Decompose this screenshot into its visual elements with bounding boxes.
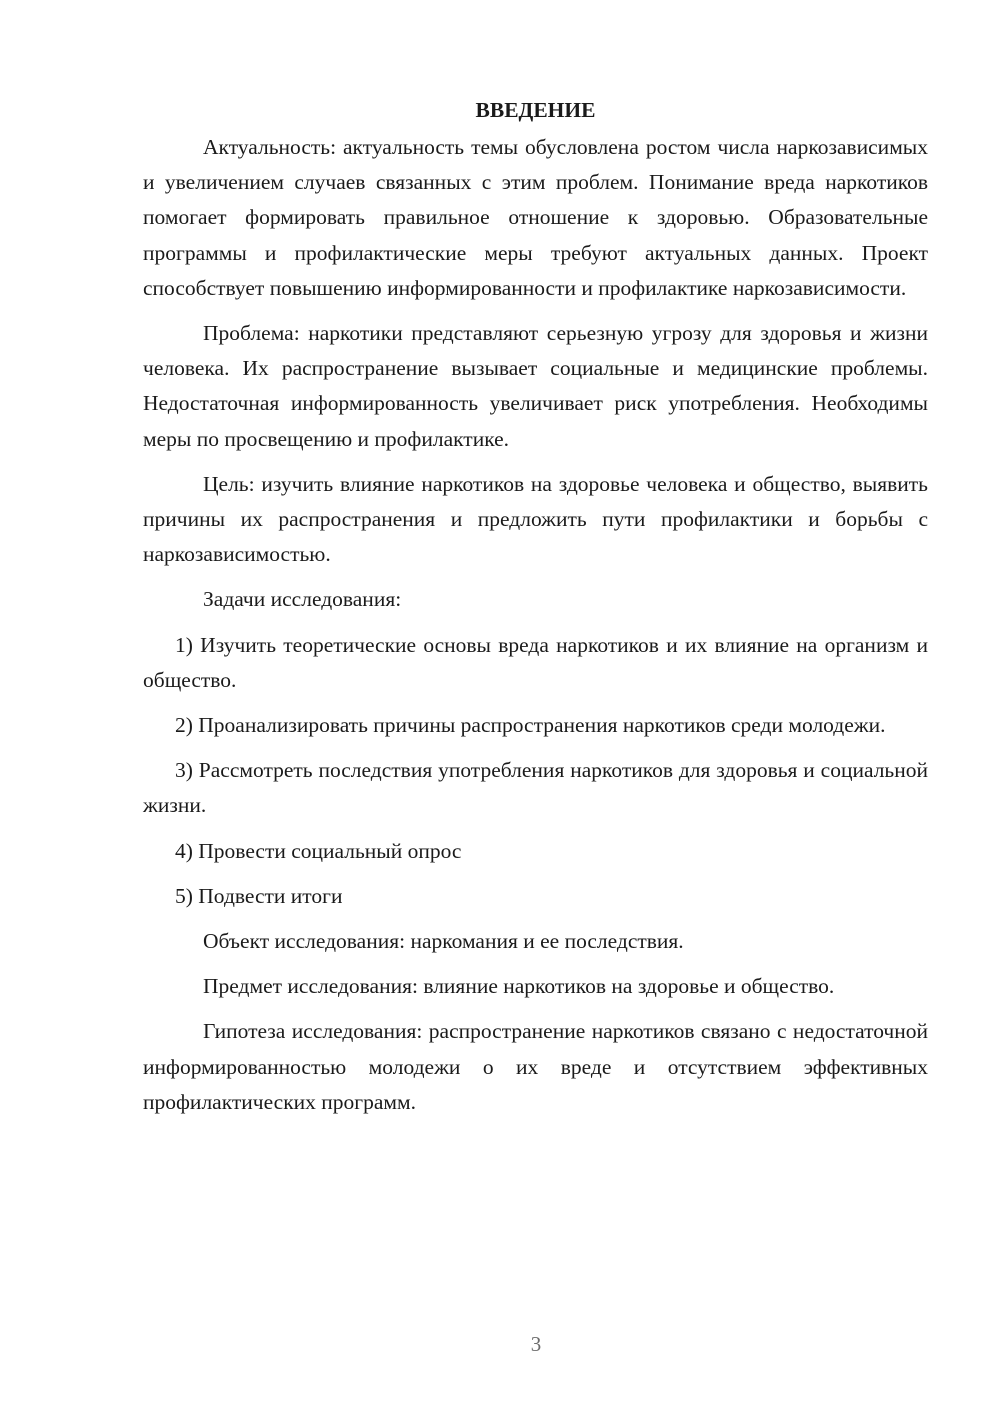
task-item-3: 3) Рассмотреть последствия употребления наркотиков для здоровья и социальной жизни. <box>143 758 928 818</box>
task-item-2: 2) Проанализировать причины распространения наркотиков среди молодежи. <box>175 713 886 738</box>
task-item-1: 1) Изучить теоретические основы вреда наркотиков и их влияние на организм и общество. <box>143 632 928 692</box>
task-item-5: 5) Подвести итоги <box>175 883 343 908</box>
task-item-4: 4) Провести социальный опрос <box>175 838 462 863</box>
section-title: ВВЕДЕНИЕ <box>475 98 596 122</box>
subject-paragraph: Предмет исследования: влияние наркотиков на здоровье и общество. <box>203 974 835 999</box>
object-paragraph: Объект исследования: наркомания и ее последствия. <box>203 929 684 954</box>
goal-paragraph: Цель: изучить влияние наркотиков на здоровье человека и общество, выявить причины их распространения и предложить пути профилактики и борьбы с наркозависимостью. <box>143 471 928 567</box>
page-number: 3 <box>530 1332 542 1356</box>
relevance-paragraph: Актуальность: актуальность темы обусловлена ростом числа наркозависимых и увеличением случаев связанных с этим проблем. Понимание вреда наркотиков помогает формировать правильное отношение к здоровью. Образовательные программы и профилактические меры требуют актуальных данных. Проект способствует повышению информированности и профилактике наркозависимости. <box>143 135 928 300</box>
tasks-heading: Задачи исследования: <box>203 587 402 612</box>
problem-paragraph: Проблема: наркотики представляют серьезную угрозу для здоровья и жизни человека. Их распространение вызывает социальные и медицинские проблемы. Недостаточная информированность увеличивает риск употребления. Необходимы меры по просвещению и профилактике. <box>143 321 928 451</box>
hypothesis-paragraph: Гипотеза исследования: распространение наркотиков связано с недостаточной информированностью молодежи о их вреде и отсутствием эффективных профилактических программ. <box>143 1019 928 1114</box>
document-page <box>143 93 928 1130</box>
